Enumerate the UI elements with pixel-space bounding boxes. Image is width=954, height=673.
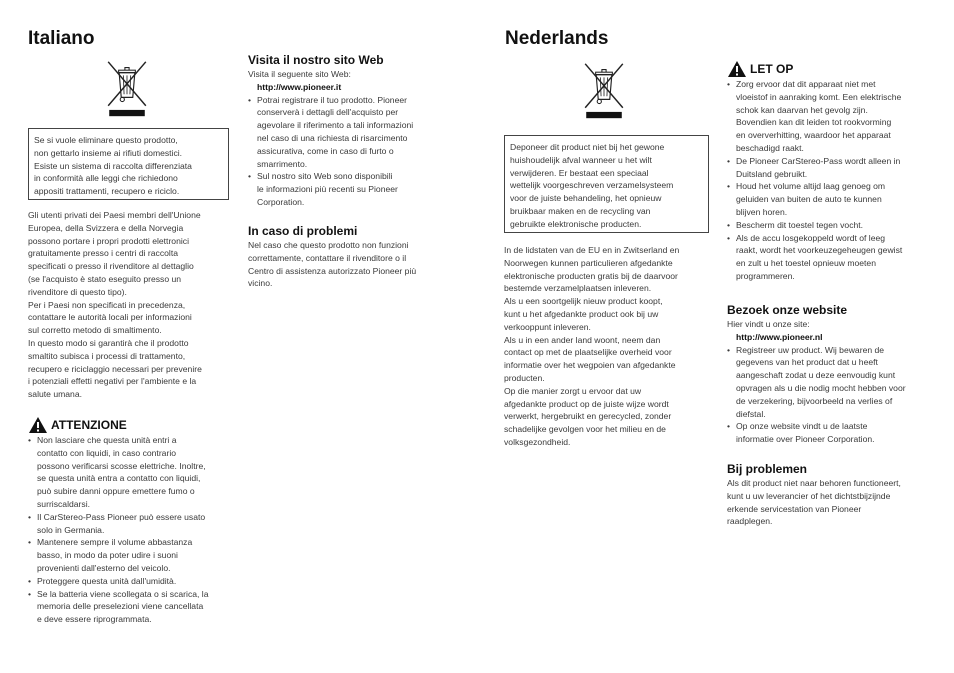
list-item (28, 588, 233, 626)
paragraph (504, 244, 714, 295)
nederlands-disposal-box (504, 135, 709, 233)
nederlands-disposal-paragraphs (504, 244, 714, 449)
text-line: Nel caso che questo prodotto non funzioni (248, 240, 409, 250)
text-line: gegevens van het product dat u heeft (736, 357, 878, 368)
crossed-out-wheelie-bin-icon (104, 54, 150, 124)
list-item (28, 575, 233, 588)
paragraph (504, 385, 714, 449)
text-line: correttamente, contattare il rivenditore o il (248, 252, 407, 263)
crossed-out-wheelie-bin-icon (581, 56, 627, 126)
text-line: • Non lasciare che questa unità entri a (37, 435, 177, 445)
text-line: verwerkt, hergebruikt en gerecycled, zonder (504, 411, 672, 422)
italiano-problems-section (248, 224, 443, 290)
text-line: • Potrai registrare il tuo prodotto. Pioneer (257, 94, 407, 105)
text-line: schadelijke gevolgen voor het milieu en de (504, 424, 666, 435)
text-line: se questa unità entra a contatto con liquidi, (37, 473, 201, 484)
italiano-title: Italiano (28, 28, 95, 49)
list-item (28, 536, 233, 574)
text-line: assicurativa, come in caso di furto o (257, 145, 394, 156)
nederlands-warning-section (727, 60, 927, 283)
text-line: vicino. (248, 278, 273, 289)
nederlands-web-list (727, 344, 932, 446)
text-line: producten. (504, 372, 545, 383)
text-line: en oververhitting, waardoor het apparaat (736, 130, 891, 141)
text-line: Als u een soortgelijk nieuw product koopt, (504, 296, 663, 307)
text-line: memoria delle preselezioni viene cancellata (37, 601, 204, 612)
nederlands-disposal-box-text (510, 141, 703, 231)
text-line: contact op met de plaatselijke overheid voor (504, 347, 672, 358)
text-line: • Op onze website vindt u de laatste (736, 421, 868, 432)
list-item (248, 170, 443, 208)
text-line: kunt u het afgedankte product ook bij uw (504, 308, 659, 319)
text-line: voor de juiste behandeling, het opnieuw (510, 193, 662, 204)
list-item (727, 420, 932, 446)
text-line: possono portare i propri prodotti elettronici (28, 235, 189, 246)
list-item (28, 434, 233, 511)
text-line: programmeren. (736, 270, 795, 281)
nederlands-web-section (727, 303, 932, 446)
italiano-disposal-box-text (34, 134, 223, 198)
text-line: • Sul nostro sito Web sono disponibili (257, 171, 393, 182)
text-line: Op die manier zorgt u ervoor dat uw (504, 385, 642, 396)
text-line: salute umana. (28, 389, 82, 400)
text-line: elektronische producten gratis bij de daarvoor (504, 270, 678, 281)
text-line: vloeistof in aanraking komt. Een elektrische (736, 91, 902, 102)
text-line: en zult u het toestel opnieuw moeten (736, 258, 876, 269)
text-line: schok kan daarvan het gevolg zijn. (736, 104, 868, 115)
text-line: • Zorg ervoor dat dit apparaat niet met (736, 79, 876, 89)
text-line: specificati o presso il rivenditore al dettaglio (28, 261, 194, 272)
text-line: e deve essere riprogrammata. (37, 614, 152, 625)
text-line: beschadigd raakt. (736, 142, 804, 153)
list-item (248, 94, 443, 171)
italiano-web-heading: Visita il nostro sito Web (248, 53, 384, 67)
nederlands-warning-label: LET OP (750, 62, 794, 76)
warning-triangle-icon (28, 416, 48, 434)
text-line: raakt, wordt het voorkeuzegeheugen gewist (736, 245, 903, 256)
text-line: contattare le autorità locali per informazioni (28, 312, 192, 323)
list-item (727, 180, 927, 218)
text-line: conserverà i dettagli dell'acquisto per (257, 107, 399, 118)
list-item (28, 511, 233, 537)
text-line: Duitsland gebruikt. (736, 168, 808, 179)
text-line: Als dit product niet naar behoren functioneert, (727, 478, 901, 488)
paragraph (504, 295, 714, 333)
italiano-web-section (248, 53, 443, 209)
italiano-problems-heading: In caso di problemi (248, 224, 358, 238)
text-line: Centro di assistenza autorizzato Pioneer più (248, 265, 417, 276)
italiano-web-list (248, 94, 443, 209)
list-item (727, 344, 932, 421)
text-line: bruikbaar maken en de recycling van (510, 205, 651, 216)
paragraph (28, 209, 233, 299)
text-line: In de lidstaten van de EU en in Zwitserland en (504, 245, 680, 255)
italiano-warning-list (28, 434, 233, 626)
text-line: • Mantenere sempre il volume abbastanza (37, 537, 193, 548)
text-line: aangeschaft zodat u deze eenvoudig kunt (736, 370, 896, 381)
text-line: contatto con liquidi, in caso contrario (37, 447, 177, 458)
text-line: verkooppunt inleveren. (504, 321, 591, 332)
list-item (727, 155, 927, 181)
text-line: gebruikte elektronische producten. (510, 218, 642, 229)
text-line: In questo modo si garantirà che il prodotto (28, 337, 189, 348)
list-item (727, 219, 927, 232)
text-line: i potenziali effetti negativi per l'ambiente e la (28, 376, 197, 387)
nederlands-problems-section (727, 462, 932, 528)
list-item (727, 78, 927, 155)
text-line: • Als de accu losgekoppeld wordt of leeg (736, 232, 886, 243)
nederlands-problems-heading: Bij problemen (727, 462, 808, 476)
text-line: afgedankte product op de juiste wijze wordt (504, 398, 669, 409)
italiano-disposal-paragraphs (28, 209, 233, 401)
text-line: • Se la batteria viene scollegata o si scarica, la (37, 588, 209, 599)
italiano-disposal-box (28, 128, 229, 200)
text-line: provenienti dall'esterno del veicolo. (37, 562, 171, 573)
text-line: gratuitamente presso i centri di raccolta (28, 248, 178, 259)
text-line: verwijderen. Er bestaat een speciaal (510, 167, 649, 178)
list-item (727, 232, 927, 283)
text-line: bestemde verzamelplaatsen inleveren. (504, 283, 652, 294)
text-line: • Houd het volume altijd laag genoeg om (736, 181, 886, 192)
text-line: • Registreer uw product. Wij bewaren de (736, 344, 885, 355)
warning-triangle-icon (727, 60, 747, 78)
text-line: rivenditore di questo tipo). (28, 286, 127, 297)
text-line: appositi trattamenti, recupero e riciclo. (34, 186, 180, 197)
text-line: informatie over het wegpoien van afgedankte (504, 360, 676, 371)
text-line: le informazioni più recenti su Pioneer (257, 184, 398, 195)
text-line: wettelijk voorgeschreven verzamelsysteem (510, 180, 674, 191)
text-line: Corporation. (257, 196, 305, 207)
italiano-warning-heading (28, 416, 233, 434)
text-line: de verzekering, bijvoorbeeld na verlies of (736, 395, 893, 406)
text-line: sul corretto metodo di smaltimento. (28, 325, 162, 336)
text-line: Gli utenti privati dei Paesi membri dell'Unione (28, 210, 201, 220)
italiano-web-intro: Visita il seguente sito Web: (248, 69, 351, 79)
text-line: smarrimento. (257, 158, 308, 169)
text-line: raadplegen. (727, 516, 773, 527)
nederlands-web-heading: Bezoek onze website (727, 303, 848, 317)
nederlands-web-url-link[interactable]: http://www.pioneer.nl (736, 331, 823, 342)
italiano-disposal-info (28, 209, 233, 401)
text-line: erkende servicestation van Pioneer (727, 503, 862, 514)
text-line: opvragen als u die nodig mocht hebben voor (736, 382, 906, 393)
text-line: Bovendien kan dit leiden tot rookvorming (736, 117, 892, 128)
text-line: surriscaldarsi. (37, 498, 91, 509)
italiano-problems-text (248, 239, 443, 290)
text-line: agevolare il riferimento a tali informazioni (257, 120, 414, 131)
text-line: solo in Germania. (37, 524, 105, 535)
text-line: recupero e riciclaggio necessari per prevenire (28, 363, 202, 374)
text-line: Esiste un sistema di raccolta differenziata (34, 160, 192, 171)
nederlands-disposal-info (504, 244, 714, 449)
text-line: Europea, della Svizzera e della Norvegia (28, 222, 184, 233)
text-line: volksgezondheid. (504, 436, 571, 447)
text-line: Per i Paesi non specificati in precedenza, (28, 299, 186, 310)
nederlands-warning-list (727, 78, 927, 283)
text-line: smaltito subisca i processi di trattamento, (28, 350, 186, 361)
text-line: possono verificarsi scosse elettriche. Inoltre, (37, 460, 206, 471)
nederlands-title: Nederlands (505, 28, 609, 49)
text-line: Deponeer dit product niet bij het gewone (510, 142, 665, 152)
italiano-warning-label: ATTENZIONE (51, 418, 127, 432)
text-line: informatie over Pioneer Corporation. (736, 434, 875, 445)
text-line: • De Pioneer CarStereo-Pass wordt alleen in (736, 155, 901, 166)
text-line: Noorwegen kunnen particulieren afgedankte (504, 257, 673, 268)
text-line: diefstal. (736, 408, 766, 419)
paragraph (28, 337, 233, 401)
text-line: Als u in een ander land woont, neem dan (504, 334, 661, 345)
nederlands-problems-text (727, 477, 932, 528)
text-line: • Proteggere questa unità dall'umidità. (37, 575, 177, 586)
paragraph (504, 334, 714, 385)
paragraph (28, 299, 233, 337)
text-line: Se si vuole eliminare questo prodotto, (34, 135, 178, 145)
text-line: basso, in modo da poter udire i suoni (37, 550, 178, 561)
italiano-web-url-link[interactable]: http://www.pioneer.it (257, 81, 342, 92)
text-line: geluiden van buiten de auto te kunnen (736, 194, 882, 205)
text-line: nel caso di una richiesta di risarcimento (257, 132, 408, 143)
text-line: può subire danni oppure emettere fumo o (37, 486, 195, 497)
nederlands-web-intro: Hier vindt u onze site: (727, 319, 810, 329)
italiano-warning-section (28, 416, 233, 626)
text-line: (se l'acquisto è stato eseguito presso un (28, 273, 182, 284)
nederlands-warning-heading (727, 60, 927, 78)
text-line: • Bescherm dit toestel tegen vocht. (736, 219, 864, 230)
text-line: kunt u uw leverancier of het dichtstbijzijnde (727, 490, 891, 501)
text-line: in conformità alle leggi che richiedono (34, 173, 178, 184)
text-line: non gettarlo insieme ai rifiuti domestici. (34, 147, 183, 158)
text-line: blijven horen. (736, 206, 788, 217)
text-line: huishoudelijk afval wanneer u het wilt (510, 154, 652, 165)
text-line: • Il CarStereo-Pass Pioneer può essere usato (37, 511, 206, 522)
